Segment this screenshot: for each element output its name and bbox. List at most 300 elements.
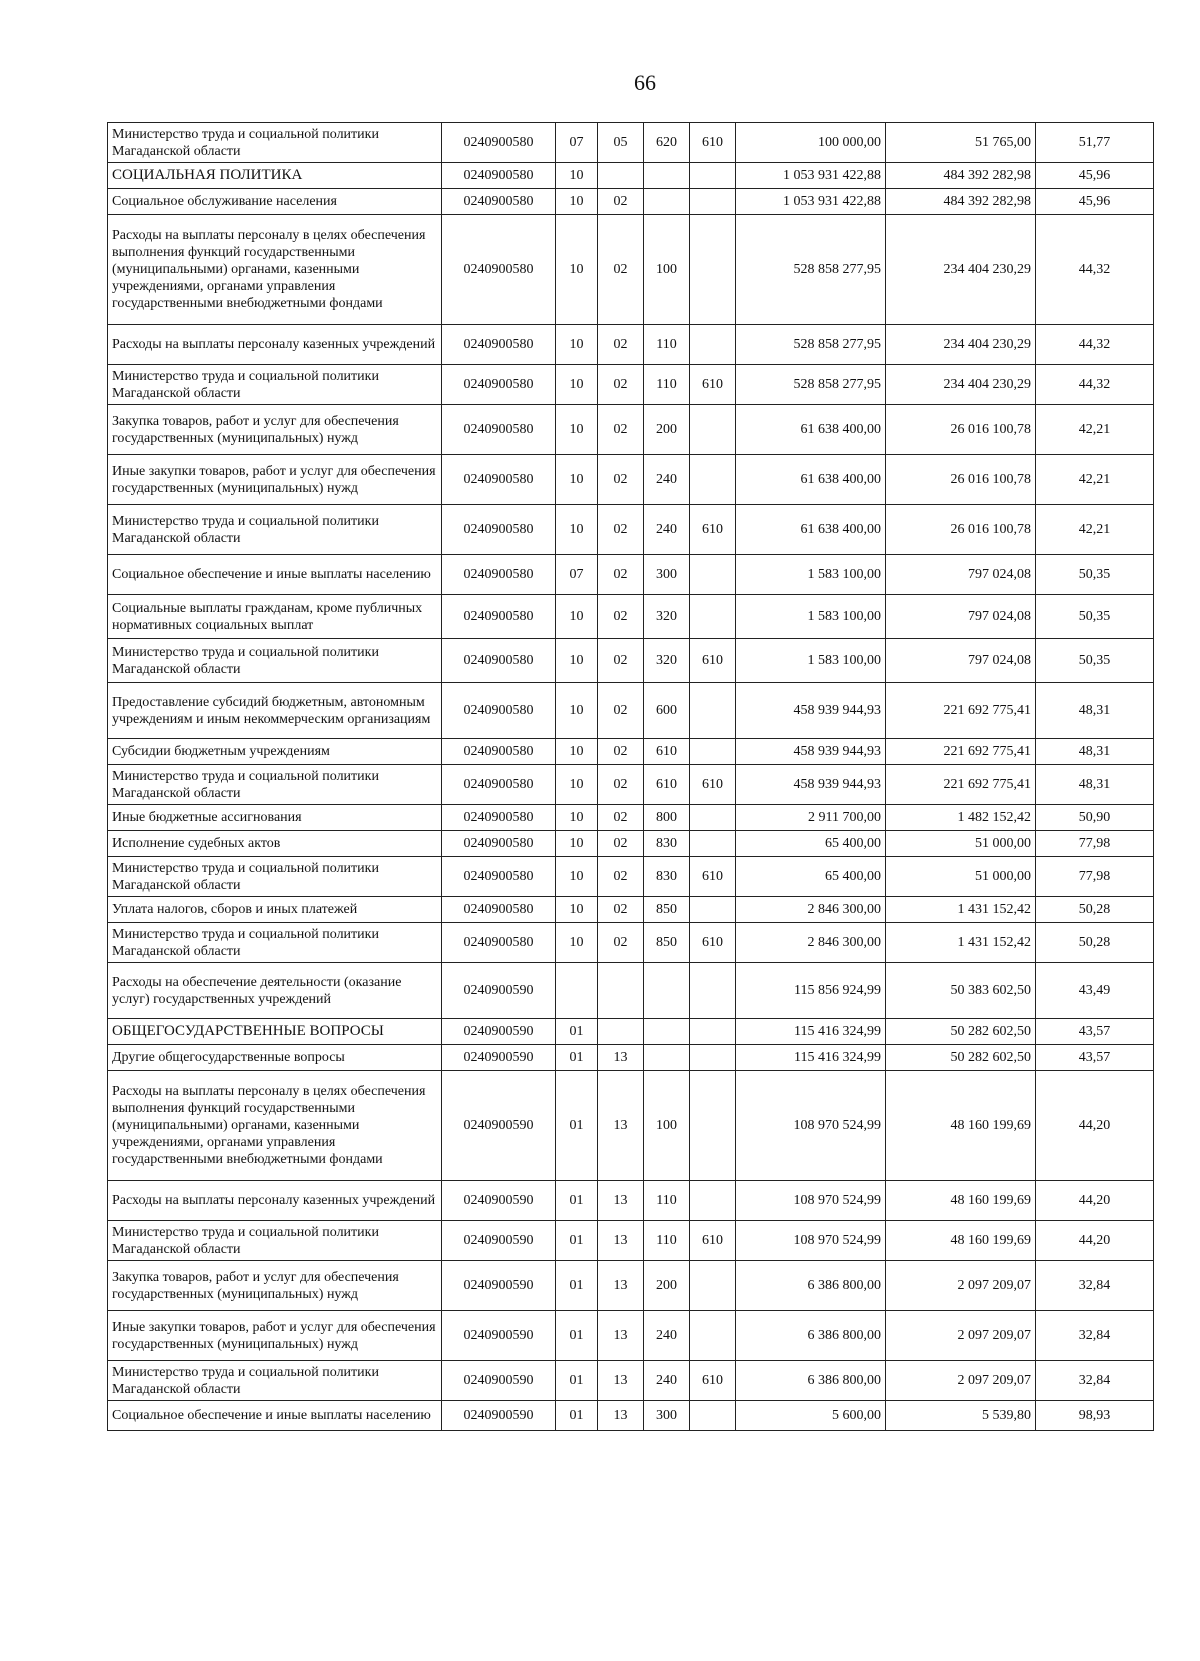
- row-name: Министерство труда и социальной политики Магаданской области: [108, 505, 442, 555]
- section-code: 10: [556, 805, 598, 831]
- subsection-code: 02: [598, 215, 644, 325]
- execution-percent: 44,32: [1036, 365, 1154, 405]
- expense-type-code: 610: [644, 739, 690, 765]
- section-code: 01: [556, 1361, 598, 1401]
- actual-amount: 221 692 775,41: [886, 683, 1036, 739]
- actual-amount: 50 383 602,50: [886, 963, 1036, 1019]
- planned-amount: 108 970 524,99: [736, 1221, 886, 1261]
- row-name: Министерство труда и социальной политики Магаданской области: [108, 123, 442, 163]
- execution-percent: 44,20: [1036, 1221, 1154, 1261]
- table-row: [108, 923, 1154, 963]
- table-row: [108, 1045, 1154, 1071]
- actual-amount: 48 160 199,69: [886, 1181, 1036, 1221]
- target-article-code: 0240900590: [442, 963, 556, 1019]
- subsection-code: [598, 963, 644, 1019]
- row-name: Уплата налогов, сборов и иных платежей: [108, 897, 442, 923]
- section-code: 10: [556, 831, 598, 857]
- section-code: 01: [556, 1261, 598, 1311]
- target-article-code: 0240900580: [442, 805, 556, 831]
- row-name: Министерство труда и социальной политики Магаданской области: [108, 857, 442, 897]
- subsection-code: [598, 1019, 644, 1045]
- subsection-code: 02: [598, 555, 644, 595]
- expense-type-code: 240: [644, 1311, 690, 1361]
- actual-amount: 484 392 282,98: [886, 163, 1036, 189]
- actual-amount: 51 765,00: [886, 123, 1036, 163]
- row-name: Закупка товаров, работ и услуг для обеспечения государственных (муниципальных) нужд: [108, 1261, 442, 1311]
- table-row: [108, 683, 1154, 739]
- expense-type-code: [644, 189, 690, 215]
- section-code: 01: [556, 1019, 598, 1045]
- execution-percent: 43,49: [1036, 963, 1154, 1019]
- target-article-code: 0240900590: [442, 1045, 556, 1071]
- section-code: 10: [556, 923, 598, 963]
- subsection-code: 02: [598, 189, 644, 215]
- planned-amount: 528 858 277,95: [736, 325, 886, 365]
- administrator-code: [690, 963, 736, 1019]
- subsection-code: 02: [598, 325, 644, 365]
- execution-percent: 48,31: [1036, 739, 1154, 765]
- row-name: Расходы на выплаты персоналу в целях обеспечения выполнения функций государственными (муниципальными) органами, казенными учреждениями, органами управления государственными внебюджетными фондами: [108, 1071, 442, 1181]
- planned-amount: 1 583 100,00: [736, 639, 886, 683]
- row-name: Расходы на обеспечение деятельности (оказание услуг) государственных учреждений: [108, 963, 442, 1019]
- subsection-code: 02: [598, 805, 644, 831]
- row-name: Субсидии бюджетным учреждениям: [108, 739, 442, 765]
- row-name: Социальное обеспечение и иные выплаты населению: [108, 1401, 442, 1431]
- subsection-code: 02: [598, 923, 644, 963]
- section-code: 01: [556, 1311, 598, 1361]
- administrator-code: 610: [690, 505, 736, 555]
- actual-amount: 1 431 152,42: [886, 897, 1036, 923]
- administrator-code: [690, 215, 736, 325]
- execution-percent: 32,84: [1036, 1261, 1154, 1311]
- administrator-code: 610: [690, 923, 736, 963]
- actual-amount: 51 000,00: [886, 857, 1036, 897]
- table-row: [108, 215, 1154, 325]
- target-article-code: 0240900580: [442, 215, 556, 325]
- table-row: [108, 897, 1154, 923]
- administrator-code: [690, 1311, 736, 1361]
- subsection-code: 02: [598, 595, 644, 639]
- expense-type-code: 850: [644, 923, 690, 963]
- expense-type-code: 620: [644, 123, 690, 163]
- target-article-code: 0240900580: [442, 831, 556, 857]
- row-name: Министерство труда и социальной политики Магаданской области: [108, 639, 442, 683]
- actual-amount: 797 024,08: [886, 639, 1036, 683]
- actual-amount: 50 282 602,50: [886, 1045, 1036, 1071]
- execution-percent: 45,96: [1036, 189, 1154, 215]
- administrator-code: [690, 1045, 736, 1071]
- planned-amount: 61 638 400,00: [736, 455, 886, 505]
- target-article-code: 0240900590: [442, 1019, 556, 1045]
- target-article-code: 0240900580: [442, 595, 556, 639]
- target-article-code: 0240900580: [442, 923, 556, 963]
- section-code: 10: [556, 739, 598, 765]
- row-name: Социальное обслуживание населения: [108, 189, 442, 215]
- row-name: Исполнение судебных актов: [108, 831, 442, 857]
- section-code: 10: [556, 163, 598, 189]
- subsection-code: 13: [598, 1361, 644, 1401]
- planned-amount: 6 386 800,00: [736, 1361, 886, 1401]
- expense-type-code: 110: [644, 325, 690, 365]
- actual-amount: 484 392 282,98: [886, 189, 1036, 215]
- expense-type-code: [644, 1019, 690, 1045]
- section-code: 01: [556, 1071, 598, 1181]
- section-code: 10: [556, 215, 598, 325]
- subsection-code: 02: [598, 739, 644, 765]
- execution-percent: 98,93: [1036, 1401, 1154, 1431]
- execution-percent: 50,28: [1036, 897, 1154, 923]
- planned-amount: 108 970 524,99: [736, 1181, 886, 1221]
- subsection-code: 02: [598, 897, 644, 923]
- actual-amount: 221 692 775,41: [886, 739, 1036, 765]
- expense-type-code: 320: [644, 595, 690, 639]
- section-code: 10: [556, 505, 598, 555]
- target-article-code: 0240900590: [442, 1311, 556, 1361]
- expense-type-code: 200: [644, 1261, 690, 1311]
- administrator-code: 610: [690, 365, 736, 405]
- target-article-code: 0240900580: [442, 505, 556, 555]
- execution-percent: 51,77: [1036, 123, 1154, 163]
- row-name: Другие общегосударственные вопросы: [108, 1045, 442, 1071]
- table-row: [108, 1401, 1154, 1431]
- subsection-code: 05: [598, 123, 644, 163]
- administrator-code: 610: [690, 1221, 736, 1261]
- target-article-code: 0240900580: [442, 325, 556, 365]
- expense-type-code: 110: [644, 1181, 690, 1221]
- subsection-code: 02: [598, 857, 644, 897]
- subsection-code: 02: [598, 831, 644, 857]
- planned-amount: 2 846 300,00: [736, 923, 886, 963]
- expense-type-code: 320: [644, 639, 690, 683]
- table-row: [108, 739, 1154, 765]
- target-article-code: 0240900580: [442, 189, 556, 215]
- subsection-code: 02: [598, 505, 644, 555]
- execution-percent: 43,57: [1036, 1019, 1154, 1045]
- table-row: [108, 455, 1154, 505]
- actual-amount: 797 024,08: [886, 595, 1036, 639]
- row-name: Иные бюджетные ассигнования: [108, 805, 442, 831]
- execution-percent: 50,90: [1036, 805, 1154, 831]
- row-name: Иные закупки товаров, работ и услуг для обеспечения государственных (муниципальных) нужд: [108, 455, 442, 505]
- subsection-code: 02: [598, 765, 644, 805]
- section-code: 10: [556, 365, 598, 405]
- execution-percent: 44,32: [1036, 325, 1154, 365]
- expense-type-code: 200: [644, 405, 690, 455]
- page-number: 66: [634, 70, 656, 95]
- actual-amount: 1 482 152,42: [886, 805, 1036, 831]
- administrator-code: [690, 1071, 736, 1181]
- section-code: 01: [556, 1401, 598, 1431]
- subsection-code: 13: [598, 1401, 644, 1431]
- target-article-code: 0240900580: [442, 739, 556, 765]
- administrator-code: [690, 189, 736, 215]
- target-article-code: 0240900590: [442, 1361, 556, 1401]
- administrator-code: [690, 1401, 736, 1431]
- subsection-code: 02: [598, 365, 644, 405]
- table-row: [108, 765, 1154, 805]
- actual-amount: 26 016 100,78: [886, 455, 1036, 505]
- planned-amount: 528 858 277,95: [736, 365, 886, 405]
- administrator-code: [690, 831, 736, 857]
- subsection-code: 02: [598, 639, 644, 683]
- row-name: Расходы на выплаты персоналу казенных учреждений: [108, 1181, 442, 1221]
- execution-percent: 48,31: [1036, 683, 1154, 739]
- actual-amount: 221 692 775,41: [886, 765, 1036, 805]
- actual-amount: 2 097 209,07: [886, 1361, 1036, 1401]
- target-article-code: 0240900580: [442, 857, 556, 897]
- table-row: [108, 1181, 1154, 1221]
- budget-table: [107, 122, 1154, 1431]
- administrator-code: [690, 739, 736, 765]
- section-code: 10: [556, 857, 598, 897]
- table-row: [108, 163, 1154, 189]
- expense-type-code: 240: [644, 505, 690, 555]
- row-name: Закупка товаров, работ и услуг для обеспечения государственных (муниципальных) нужд: [108, 405, 442, 455]
- target-article-code: 0240900590: [442, 1401, 556, 1431]
- execution-percent: 77,98: [1036, 857, 1154, 897]
- row-name: Министерство труда и социальной политики Магаданской области: [108, 1221, 442, 1261]
- subsection-code: 13: [598, 1261, 644, 1311]
- table-row: [108, 595, 1154, 639]
- execution-percent: 32,84: [1036, 1361, 1154, 1401]
- planned-amount: 1 053 931 422,88: [736, 189, 886, 215]
- administrator-code: 610: [690, 639, 736, 683]
- planned-amount: 6 386 800,00: [736, 1311, 886, 1361]
- planned-amount: 65 400,00: [736, 857, 886, 897]
- target-article-code: 0240900580: [442, 365, 556, 405]
- expense-type-code: 240: [644, 1361, 690, 1401]
- planned-amount: 6 386 800,00: [736, 1261, 886, 1311]
- execution-percent: 44,20: [1036, 1071, 1154, 1181]
- planned-amount: 458 939 944,93: [736, 765, 886, 805]
- expense-type-code: 100: [644, 1071, 690, 1181]
- planned-amount: 65 400,00: [736, 831, 886, 857]
- subsection-code: 13: [598, 1181, 644, 1221]
- table-row: [108, 123, 1154, 163]
- table-row: [108, 1071, 1154, 1181]
- administrator-code: 610: [690, 1361, 736, 1401]
- actual-amount: 26 016 100,78: [886, 405, 1036, 455]
- section-code: 07: [556, 555, 598, 595]
- actual-amount: 1 431 152,42: [886, 923, 1036, 963]
- administrator-code: [690, 805, 736, 831]
- target-article-code: 0240900580: [442, 765, 556, 805]
- subsection-code: 02: [598, 455, 644, 505]
- planned-amount: 115 856 924,99: [736, 963, 886, 1019]
- expense-type-code: 830: [644, 831, 690, 857]
- administrator-code: [690, 405, 736, 455]
- table-row: [108, 1261, 1154, 1311]
- section-code: 10: [556, 765, 598, 805]
- table-row: [108, 505, 1154, 555]
- row-name: Социальное обеспечение и иные выплаты населению: [108, 555, 442, 595]
- expense-type-code: 300: [644, 555, 690, 595]
- execution-percent: 45,96: [1036, 163, 1154, 189]
- subsection-code: 13: [598, 1045, 644, 1071]
- row-name: Расходы на выплаты персоналу казенных учреждений: [108, 325, 442, 365]
- administrator-code: [690, 455, 736, 505]
- section-code: 07: [556, 123, 598, 163]
- section-code: 01: [556, 1221, 598, 1261]
- table-row: [108, 1361, 1154, 1401]
- execution-percent: 50,35: [1036, 595, 1154, 639]
- actual-amount: 234 404 230,29: [886, 365, 1036, 405]
- planned-amount: 5 600,00: [736, 1401, 886, 1431]
- execution-percent: 42,21: [1036, 505, 1154, 555]
- section-code: 10: [556, 897, 598, 923]
- administrator-code: [690, 1181, 736, 1221]
- table-row: [108, 963, 1154, 1019]
- execution-percent: 44,20: [1036, 1181, 1154, 1221]
- execution-percent: 77,98: [1036, 831, 1154, 857]
- planned-amount: 108 970 524,99: [736, 1071, 886, 1181]
- planned-amount: 2 911 700,00: [736, 805, 886, 831]
- subsection-code: 13: [598, 1071, 644, 1181]
- expense-type-code: [644, 1045, 690, 1071]
- expense-type-code: 610: [644, 765, 690, 805]
- expense-type-code: 800: [644, 805, 690, 831]
- expense-type-code: 240: [644, 455, 690, 505]
- target-article-code: 0240900590: [442, 1261, 556, 1311]
- target-article-code: 0240900580: [442, 897, 556, 923]
- target-article-code: 0240900580: [442, 455, 556, 505]
- planned-amount: 528 858 277,95: [736, 215, 886, 325]
- subsection-code: [598, 163, 644, 189]
- subsection-code: 02: [598, 683, 644, 739]
- execution-percent: 32,84: [1036, 1311, 1154, 1361]
- table-row: [108, 639, 1154, 683]
- table-row: [108, 1019, 1154, 1045]
- table-row: [108, 805, 1154, 831]
- target-article-code: 0240900590: [442, 1071, 556, 1181]
- section-code: 10: [556, 683, 598, 739]
- row-name: Предоставление субсидий бюджетным, автономным учреждениям и иным некоммерческим организациям: [108, 683, 442, 739]
- row-name: ОБЩЕГОСУДАРСТВЕННЫЕ ВОПРОСЫ: [108, 1019, 442, 1045]
- expense-type-code: [644, 963, 690, 1019]
- table-row: [108, 555, 1154, 595]
- planned-amount: 458 939 944,93: [736, 739, 886, 765]
- section-code: 10: [556, 455, 598, 505]
- section-code: 10: [556, 405, 598, 455]
- execution-percent: 50,35: [1036, 555, 1154, 595]
- actual-amount: 2 097 209,07: [886, 1261, 1036, 1311]
- actual-amount: 26 016 100,78: [886, 505, 1036, 555]
- actual-amount: 50 282 602,50: [886, 1019, 1036, 1045]
- planned-amount: 115 416 324,99: [736, 1045, 886, 1071]
- planned-amount: 2 846 300,00: [736, 897, 886, 923]
- table-row: [108, 857, 1154, 897]
- administrator-code: [690, 325, 736, 365]
- section-code: 01: [556, 1045, 598, 1071]
- row-name: Министерство труда и социальной политики Магаданской области: [108, 765, 442, 805]
- actual-amount: 234 404 230,29: [886, 215, 1036, 325]
- row-name: Министерство труда и социальной политики Магаданской области: [108, 923, 442, 963]
- table-body: [108, 123, 1154, 1431]
- section-code: 10: [556, 189, 598, 215]
- administrator-code: [690, 683, 736, 739]
- actual-amount: 234 404 230,29: [886, 325, 1036, 365]
- execution-percent: 43,57: [1036, 1045, 1154, 1071]
- expense-type-code: 300: [644, 1401, 690, 1431]
- target-article-code: 0240900580: [442, 683, 556, 739]
- row-name: Иные закупки товаров, работ и услуг для обеспечения государственных (муниципальных) нужд: [108, 1311, 442, 1361]
- section-code: 10: [556, 595, 598, 639]
- row-name: Расходы на выплаты персоналу в целях обеспечения выполнения функций государственными (муниципальными) органами, казенными учреждениями, органами управления государственными внебюджетными фондами: [108, 215, 442, 325]
- target-article-code: 0240900590: [442, 1221, 556, 1261]
- row-name: Министерство труда и социальной политики Магаданской области: [108, 365, 442, 405]
- execution-percent: 50,35: [1036, 639, 1154, 683]
- subsection-code: 02: [598, 405, 644, 455]
- table-row: [108, 405, 1154, 455]
- table-row: [108, 831, 1154, 857]
- row-name: СОЦИАЛЬНАЯ ПОЛИТИКА: [108, 163, 442, 189]
- execution-percent: 44,32: [1036, 215, 1154, 325]
- actual-amount: 5 539,80: [886, 1401, 1036, 1431]
- execution-percent: 48,31: [1036, 765, 1154, 805]
- planned-amount: 1 583 100,00: [736, 595, 886, 639]
- table-row: [108, 189, 1154, 215]
- table-row: [108, 1311, 1154, 1361]
- administrator-code: [690, 897, 736, 923]
- planned-amount: 458 939 944,93: [736, 683, 886, 739]
- planned-amount: 115 416 324,99: [736, 1019, 886, 1045]
- expense-type-code: 110: [644, 1221, 690, 1261]
- subsection-code: 13: [598, 1311, 644, 1361]
- administrator-code: [690, 1019, 736, 1045]
- administrator-code: [690, 555, 736, 595]
- section-code: 10: [556, 325, 598, 365]
- execution-percent: 42,21: [1036, 455, 1154, 505]
- subsection-code: 13: [598, 1221, 644, 1261]
- section-code: 01: [556, 1181, 598, 1221]
- administrator-code: 610: [690, 857, 736, 897]
- planned-amount: 1 053 931 422,88: [736, 163, 886, 189]
- section-code: [556, 963, 598, 1019]
- expense-type-code: 830: [644, 857, 690, 897]
- actual-amount: 48 160 199,69: [886, 1071, 1036, 1181]
- execution-percent: 42,21: [1036, 405, 1154, 455]
- administrator-code: 610: [690, 123, 736, 163]
- target-article-code: 0240900580: [442, 555, 556, 595]
- target-article-code: 0240900580: [442, 163, 556, 189]
- target-article-code: 0240900580: [442, 123, 556, 163]
- expense-type-code: 600: [644, 683, 690, 739]
- execution-percent: 50,28: [1036, 923, 1154, 963]
- planned-amount: 1 583 100,00: [736, 555, 886, 595]
- table-row: [108, 365, 1154, 405]
- administrator-code: [690, 163, 736, 189]
- administrator-code: [690, 595, 736, 639]
- planned-amount: 61 638 400,00: [736, 505, 886, 555]
- administrator-code: [690, 1261, 736, 1311]
- actual-amount: 2 097 209,07: [886, 1311, 1036, 1361]
- table-row: [108, 325, 1154, 365]
- planned-amount: 100 000,00: [736, 123, 886, 163]
- table-row: [108, 1221, 1154, 1261]
- actual-amount: 51 000,00: [886, 831, 1036, 857]
- expense-type-code: 100: [644, 215, 690, 325]
- planned-amount: 61 638 400,00: [736, 405, 886, 455]
- row-name: Социальные выплаты гражданам, кроме публичных нормативных социальных выплат: [108, 595, 442, 639]
- expense-type-code: [644, 163, 690, 189]
- expense-type-code: 850: [644, 897, 690, 923]
- target-article-code: 0240900580: [442, 405, 556, 455]
- target-article-code: 0240900580: [442, 639, 556, 683]
- expense-type-code: 110: [644, 365, 690, 405]
- actual-amount: 797 024,08: [886, 555, 1036, 595]
- row-name: Министерство труда и социальной политики Магаданской области: [108, 1361, 442, 1401]
- actual-amount: 48 160 199,69: [886, 1221, 1036, 1261]
